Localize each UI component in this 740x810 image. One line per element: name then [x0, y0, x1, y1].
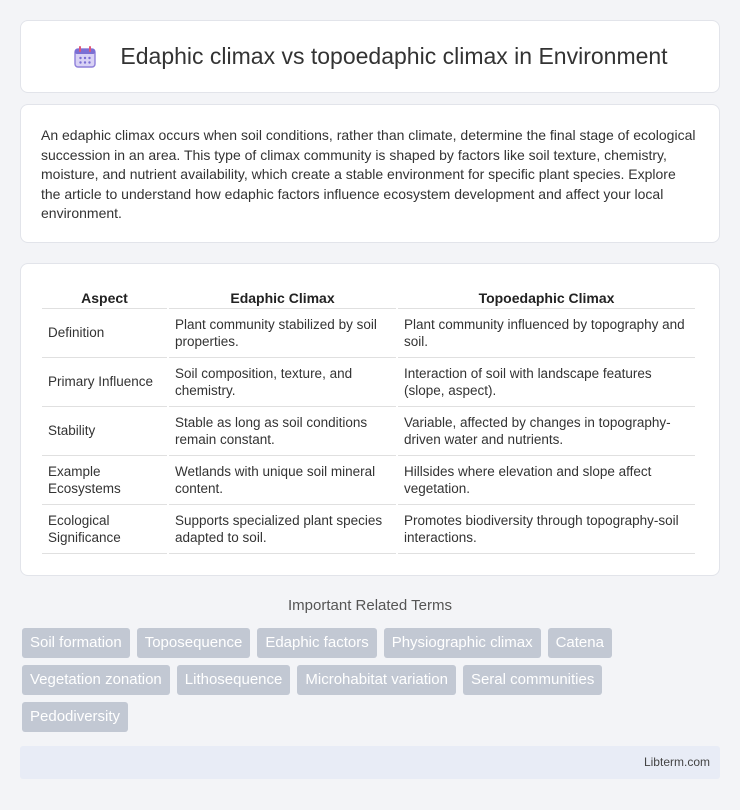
row-topoedaphic: Promotes biodiversity through topography-soil interactions. [398, 505, 695, 554]
intro-text: An edaphic climax occurs when soil conditions, rather than climate, determine the final stage of ecological succession in an area. This type of climax community is shaped by factors like soil texture, chemistry, moisture, and nutrient availability, which create a stable environment for specific plant species. Explore the article to understand how edaphic factors influence ecosystem development and affect your local environment. [41, 127, 696, 222]
related-terms-title: Important Related Terms [288, 597, 452, 614]
tag-physiographic-climax[interactable]: Physiographic climax [384, 628, 541, 658]
title-card [20, 20, 720, 93]
page-title: Edaphic climax vs topoedaphic climax in Environment [120, 43, 668, 69]
calendar-icon [72, 44, 98, 70]
related-terms-list [22, 628, 722, 739]
tag-soil-formation[interactable]: Soil formation [22, 628, 130, 658]
row-aspect: Stability [42, 407, 167, 456]
row-aspect: Primary Influence [42, 358, 167, 407]
tag-catena[interactable]: Catena [548, 628, 612, 658]
row-aspect: Ecological Significance [42, 505, 167, 554]
tag-vegetation-zonation[interactable]: Vegetation zonation [22, 665, 170, 695]
row-aspect: Example Ecosystems [42, 456, 167, 505]
row-topoedaphic: Interaction of soil with landscape features (slope, aspect). [398, 358, 695, 407]
tag-toposequence[interactable]: Toposequence [137, 628, 251, 658]
row-topoedaphic: Variable, affected by changes in topography-driven water and nutrients. [398, 407, 695, 456]
row-aspect: Definition [42, 309, 167, 358]
tag-microhabitat-variation[interactable]: Microhabitat variation [297, 665, 456, 695]
table-row [42, 505, 695, 554]
footer [20, 746, 720, 779]
comparison-card [20, 263, 720, 576]
table-header-row [42, 284, 695, 309]
table-row [42, 456, 695, 505]
tag-lithosequence[interactable]: Lithosequence [177, 665, 291, 695]
comparison-table [40, 284, 697, 554]
tag-seral-communities[interactable]: Seral communities [463, 665, 602, 695]
row-topoedaphic: Hillsides where elevation and slope affect vegetation. [398, 456, 695, 505]
header-aspect: Aspect [42, 284, 167, 309]
table-row [42, 358, 695, 407]
table-row [42, 407, 695, 456]
footer-brand-link[interactable]: Libterm.com [643, 755, 710, 769]
row-edaphic: Stable as long as soil conditions remain constant. [169, 407, 396, 456]
table-row [42, 309, 695, 358]
row-edaphic: Wetlands with unique soil mineral content. [169, 456, 396, 505]
tag-pedodiversity[interactable]: Pedodiversity [22, 702, 128, 732]
header-topoedaphic: Topoedaphic Climax [398, 284, 695, 309]
row-edaphic: Soil composition, texture, and chemistry. [169, 358, 396, 407]
row-edaphic: Plant community stabilized by soil properties. [169, 309, 396, 358]
row-edaphic: Supports specialized plant species adapted to soil. [169, 505, 396, 554]
tag-edaphic-factors[interactable]: Edaphic factors [257, 628, 376, 658]
intro-card [20, 104, 720, 243]
header-edaphic: Edaphic Climax [169, 284, 396, 309]
row-topoedaphic: Plant community influenced by topography and soil. [398, 309, 695, 358]
